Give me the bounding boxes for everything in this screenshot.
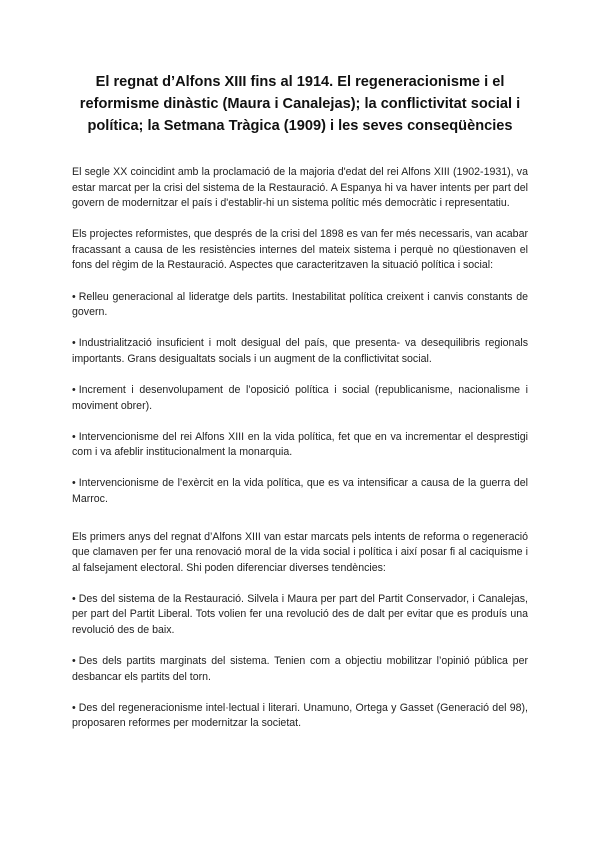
tendency-text: Des dels partits marginats del sistema. Tenien com a objectiu mobilitzar l’opinió pública per desbancar els partits del torn. xyxy=(72,655,528,683)
document-body xyxy=(72,165,528,747)
aspect-item xyxy=(72,290,528,321)
intro-paragraph: El segle XX coincidint amb la proclamació de la majoria d'edat del rei Alfons XIII (1902-1931), va estar marcat per la crisi del sistema de la Restauració. A Espanya hi va haver intents per part del govern de modernitzar el país i d'establir-hi un sistema polític més democràtic i representatiu. xyxy=(72,166,528,210)
aspect-text: Industrialització insuficient i molt desigual del país, que presenta- va desequilibris regionals importants. Grans desigualtats socials i un augment de la conflictivitat social. xyxy=(72,337,528,365)
bullet-icon: • xyxy=(72,337,76,350)
bullet-icon: • xyxy=(72,477,76,490)
second-paragraph: Els primers anys del regnat d’Alfons XIII van estar marcats pels intents de reforma o regeneració que clamaven per fer una renovació moral de la vida social i política i així posar fi al caciquisme i al falsejament electoral. Shi poden diferenciar diverses tendències: xyxy=(72,530,528,574)
document-title: El regnat d’Alfons XIII fins al 1914. El regeneracionisme i el reformisme dinàstic (Maura i Canalejas); la conflictivitat social i política; la Setmana Tràgica (1909) i les seves conseqüències xyxy=(79,74,521,134)
tendency-item xyxy=(72,701,528,732)
aspect-text: Relleu generacional al lideratge dels partits. Inestabilitat política creixent i canvis constants de govern. xyxy=(72,290,528,319)
aspect-text: Intervencionisme de l’exèrcit en la vida política, que es va intensificar a causa de la guerra del Marroc. xyxy=(72,477,528,505)
bullet-icon: • xyxy=(72,290,76,303)
aspect-item xyxy=(72,476,528,507)
aspect-item xyxy=(72,336,528,367)
bullet-icon: • xyxy=(72,430,76,443)
tendency-item xyxy=(72,592,528,639)
bullet-icon: • xyxy=(72,701,76,714)
bullet-icon: • xyxy=(72,592,76,605)
aspect-text: Intervencionisme del rei Alfons XIII en la vida política, fet que en va incrementar el desprestigi com i va afeblir institucionalment la monarquia. xyxy=(72,430,528,459)
tendency-text: Des del regeneracionisme intel·lectual i literari. Unamuno, Ortega y Gasset (Generació del 98), proposaren reformes per modernitzar la societat. xyxy=(72,701,528,730)
bullet-icon: • xyxy=(72,383,76,396)
tendency-item xyxy=(72,654,528,685)
tendency-text: Des del sistema de la Restauració. Silvela i Maura per part del Partit Conservador, i Canalejas, per part del Partit Liberal. Tots volien fer una revolució des de dalt per evitar que es produís una revolució des de baix. xyxy=(72,592,528,636)
aspect-item xyxy=(72,430,528,461)
bullet-icon: • xyxy=(72,655,76,668)
aspect-text: Increment i desenvolupament de l’oposició política i social (republicanisme, nacionalisme i moviment obrer). xyxy=(72,383,528,412)
aspect-item xyxy=(72,383,528,414)
intro-paragraph: Els projectes reformistes, que després de la crisi del 1898 es van fer més necessaris, van acabar fracassant a causa de les resistències internes del mateix sistema i perquè no qüestionaven el fons del règim de la Restauració. Aspectes que caracteritzaven la situació política i social: xyxy=(72,228,528,272)
